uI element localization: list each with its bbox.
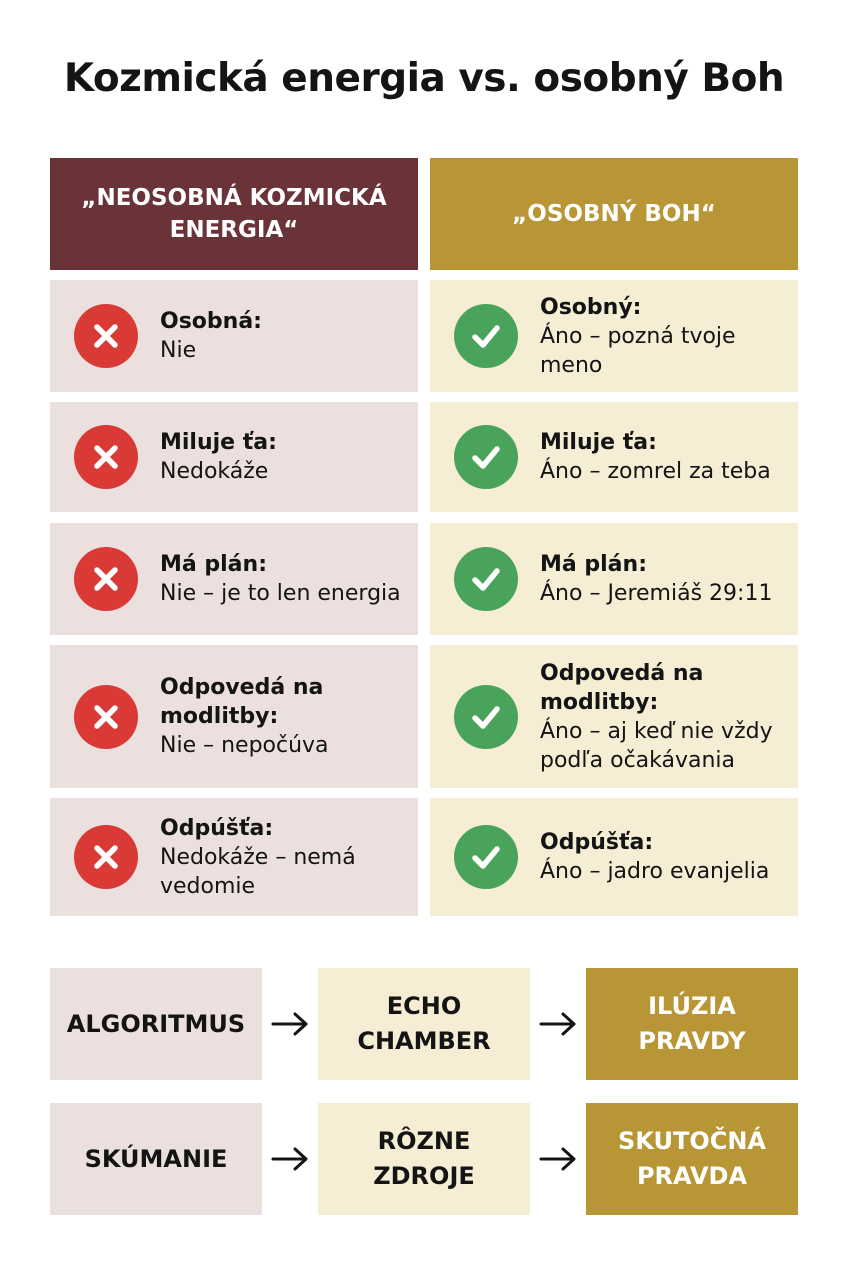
- x-mark-icon: [74, 825, 138, 889]
- x-mark-icon: [74, 547, 138, 611]
- column-header-personal-god: „OSOBNÝ BOH“: [430, 158, 798, 270]
- criterion-value: Áno – Jeremiáš 29:11: [540, 581, 773, 606]
- x-mark-icon: [74, 685, 138, 749]
- criterion-value: Áno – pozná tvoje meno: [540, 323, 736, 378]
- flow-step-algorithm: ALGORITMUS: [50, 968, 262, 1080]
- flow-step-real-truth: SKUTOČNÁ PRAVDA: [586, 1103, 798, 1215]
- arrow-right-icon: [268, 1144, 312, 1174]
- criterion-value: Nie: [160, 338, 197, 363]
- comparison-cell-left: [50, 798, 418, 916]
- check-mark-icon: [454, 547, 518, 611]
- criterion-value: Áno – aj keď nie vždy podľa očakávania: [540, 718, 773, 773]
- arrow-right-icon: [536, 1009, 580, 1039]
- criterion-label: Osobný:: [540, 294, 642, 320]
- criterion-label: Má plán:: [160, 552, 267, 577]
- page-title: Kozmická energia vs. osobný Boh: [63, 56, 785, 101]
- criterion-label: Odpovedá na modlitby:: [160, 675, 324, 729]
- x-mark-icon: [74, 425, 138, 489]
- comparison-cell-right: [430, 645, 798, 788]
- comparison-cell-left: [50, 402, 418, 512]
- comparison-cell-right: [430, 798, 798, 916]
- arrow-right-icon: [268, 1009, 312, 1039]
- criterion-label: Odpúšťa:: [160, 815, 274, 841]
- check-mark-icon: [454, 304, 518, 368]
- criterion-value: Nedokáže – nemá vedomie: [160, 844, 356, 899]
- criterion-label: Má plán:: [540, 552, 647, 577]
- criterion-label: Osobná:: [160, 309, 262, 334]
- flow-step-various-sources: RÔZNE ZDROJE: [318, 1103, 530, 1215]
- criterion-label: Odpúšťa:: [540, 830, 654, 855]
- check-mark-icon: [454, 425, 518, 489]
- flow-step-illusion-of-truth: ILÚZIA PRAVDY: [586, 968, 798, 1080]
- criterion-value: Nie – nepočúva: [160, 733, 329, 758]
- comparison-cell-right: [430, 280, 798, 392]
- comparison-cell-left: [50, 280, 418, 392]
- comparison-cell-left: [50, 645, 418, 788]
- check-mark-icon: [454, 685, 518, 749]
- flow-step-research: SKÚMANIE: [50, 1103, 262, 1215]
- comparison-cell-left: [50, 523, 418, 635]
- criterion-label: Odpovedá na modlitby:: [540, 660, 704, 715]
- comparison-cell-right: [430, 402, 798, 512]
- criterion-value: Áno – jadro evanjelia: [540, 859, 770, 884]
- criterion-label: Miluje ťa:: [540, 430, 657, 455]
- comparison-cell-right: [430, 523, 798, 635]
- criterion-value: Nie – je to len energia: [160, 581, 401, 606]
- arrow-right-icon: [536, 1144, 580, 1174]
- flow-step-echo-chamber: ECHO CHAMBER: [318, 968, 530, 1080]
- criterion-value: Áno – zomrel za teba: [540, 459, 771, 484]
- x-mark-icon: [74, 304, 138, 368]
- check-mark-icon: [454, 825, 518, 889]
- column-header-cosmic-energy: „NEOSOBNÁ KOZMICKÁ ENERGIA“: [50, 158, 418, 270]
- criterion-label: Miluje ťa:: [160, 430, 277, 455]
- criterion-value: Nedokáže: [160, 459, 269, 484]
